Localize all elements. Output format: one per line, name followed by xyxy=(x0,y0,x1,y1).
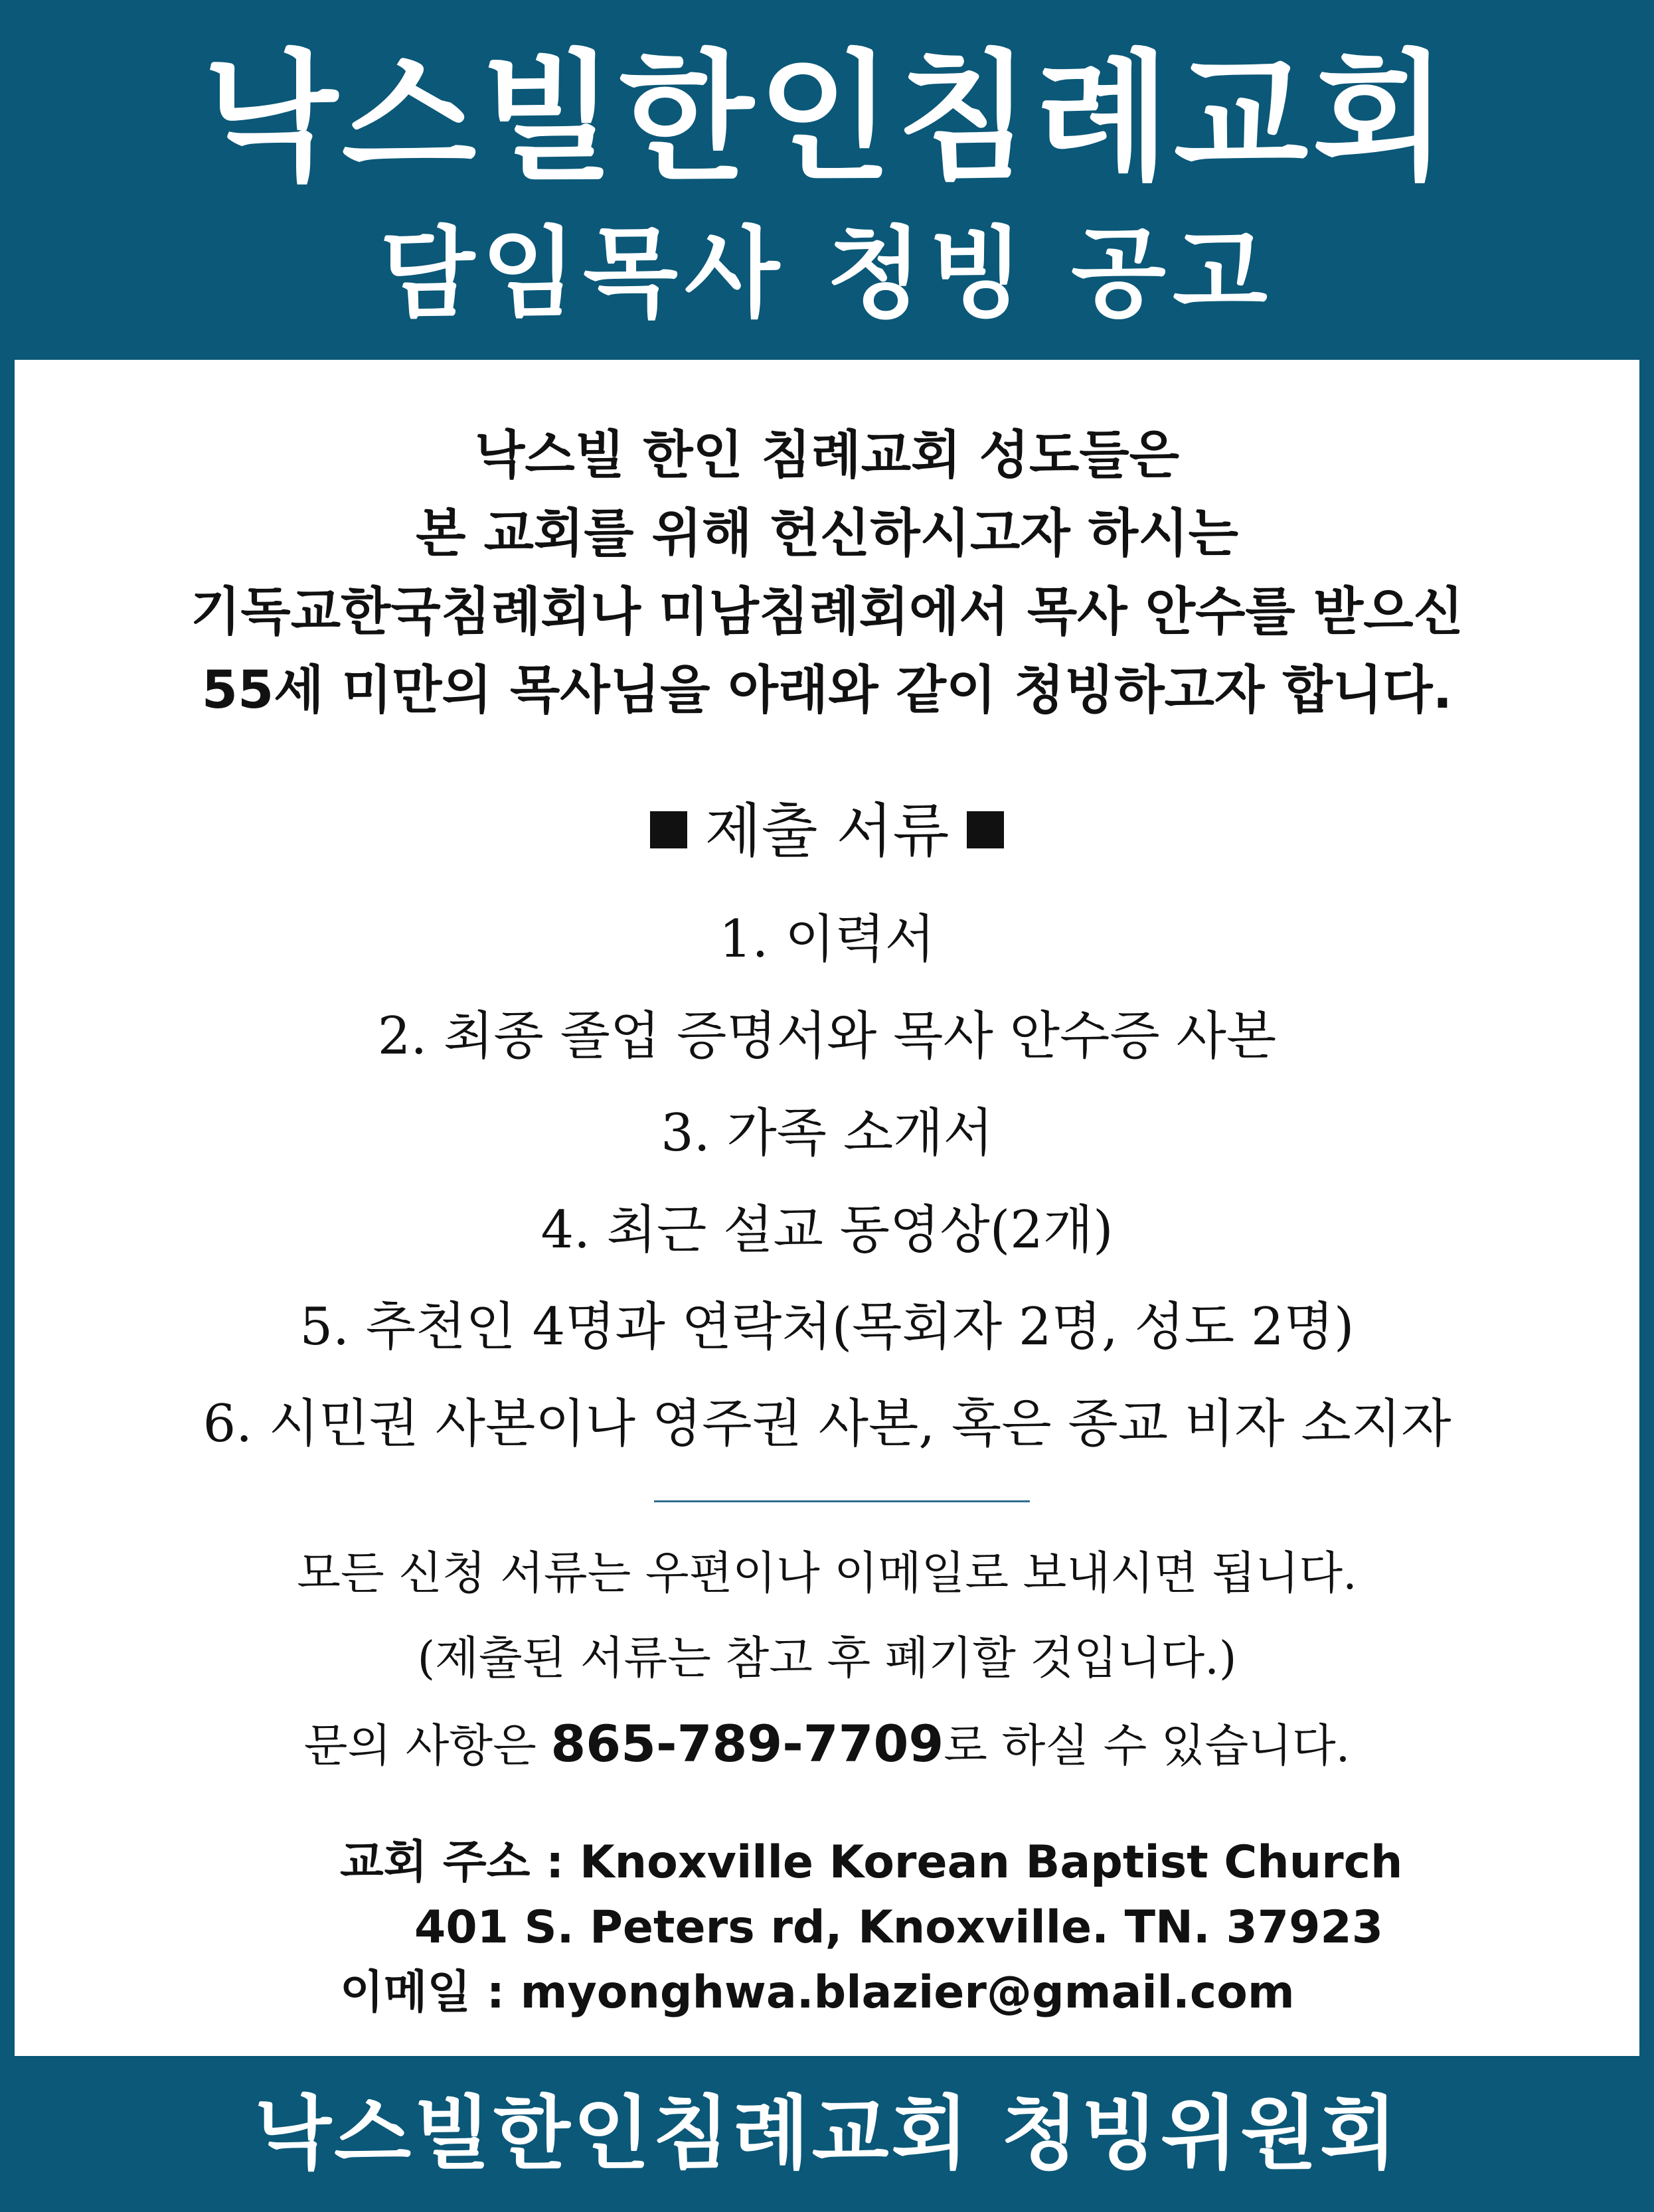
street-address: 401 S. Peters rd, Knoxville. TN. 37923 xyxy=(414,1901,1384,1954)
list-item: 6. 시민권 사본이나 영주권 사본, 혹은 종교 비자 소지자 xyxy=(203,1394,1451,1454)
documents-heading-text: 제출 서류 xyxy=(704,797,950,865)
church-title: 낙스빌한인침례교회 xyxy=(203,35,1451,199)
documents-heading xyxy=(15,791,1639,871)
inquiry-suffix: 로 하실 수 있습니다. xyxy=(944,1720,1351,1773)
inquiry-line xyxy=(15,1701,1639,1789)
list-item: 5. 추천인 4명과 연락처(목회자 2명, 성도 2명) xyxy=(299,1297,1355,1357)
church-address xyxy=(340,1830,1402,2025)
list-item: 4. 최근 설교 동영상(2개) xyxy=(540,1200,1114,1260)
email-label: 이메일 : xyxy=(340,1966,521,2019)
email-line xyxy=(340,1960,1402,2025)
church-name-en: Knoxville Korean Baptist Church xyxy=(579,1836,1403,1889)
documents-list xyxy=(15,891,1639,1472)
list-item: 2. 최종 졸업 증명서와 목사 안수증 사본 xyxy=(377,1006,1277,1066)
list-item: 3. 가족 소개서 xyxy=(661,1103,993,1163)
address-line xyxy=(340,1830,1402,1895)
square-bullet-icon xyxy=(967,811,1004,848)
phone-number: 865-789-7709 xyxy=(550,1714,944,1773)
square-bullet-icon xyxy=(650,811,687,848)
email-address: myonghwa.blazier@gmail.com xyxy=(520,1966,1295,2019)
list-item: 1. 이력서 xyxy=(718,909,936,969)
inquiry-prefix: 문의 사항은 xyxy=(303,1720,551,1773)
intro-line: 낙스빌 한인 침례교회 성도들은 xyxy=(475,426,1179,485)
intro-paragraph xyxy=(15,416,1639,730)
notice-subtitle: 담임목사 청빙 공고 xyxy=(380,216,1274,331)
notes-line: 모든 신청 서류는 우편이나 이메일로 보내시면 됩니다. xyxy=(297,1547,1357,1600)
section-divider xyxy=(654,1500,1030,1502)
intro-line: 55세 미만의 목사님을 아래와 같이 청빙하고자 합니다. xyxy=(201,661,1453,720)
submission-notes xyxy=(15,1532,1639,1789)
intro-line: 기독교한국침례회나 미남침례회에서 목사 안수를 받으신 xyxy=(191,582,1463,642)
notes-line: (제출된 서류는 참고 후 폐기할 것입니다.) xyxy=(417,1632,1237,1685)
header-banner xyxy=(15,15,1639,360)
address-label: 교회 주소 : xyxy=(340,1836,580,1889)
footer-banner: 낙스빌한인침례교회 청빙위원회 xyxy=(15,2056,1639,2212)
intro-line: 본 교회를 위해 헌신하시고자 하시는 xyxy=(416,504,1238,564)
